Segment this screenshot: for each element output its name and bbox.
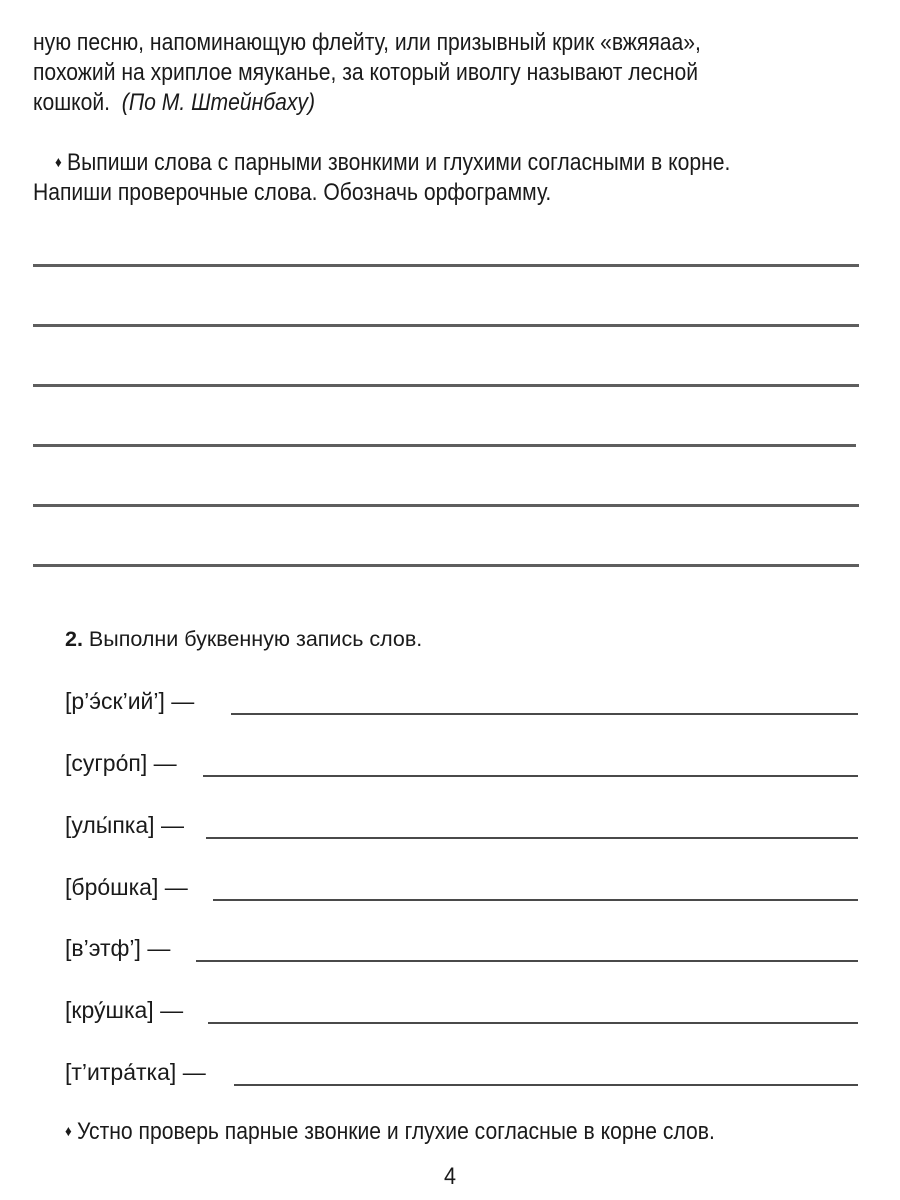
answer-line-4[interactable] — [213, 899, 858, 901]
task2-footer-instruction — [65, 1117, 865, 1147]
transcription: [р’э́ск’ий’] — [65, 688, 165, 714]
footer-text: Устно проверь парные звонкие и глухие согласные в корне слов. — [77, 1118, 715, 1145]
story-line-3 — [33, 88, 763, 118]
transcription-row-5 — [65, 935, 170, 962]
story-last-line: кошкой. — [33, 89, 111, 116]
transcription-row-2 — [65, 750, 177, 777]
transcription-row-3 — [65, 812, 184, 839]
task2-title: Выполни буквенную запись слов. — [88, 627, 423, 651]
writing-line-5[interactable] — [33, 504, 859, 507]
transcription: [сугро́п] — [65, 750, 148, 776]
transcription: [бро́шка] — [65, 874, 159, 900]
story-line-1: ную песню, напоминающую флейту, или призывный крик «вжяяаа», — [33, 29, 701, 56]
dash: — — [160, 812, 184, 838]
task2-number: 2. — [65, 627, 83, 651]
answer-line-1[interactable] — [231, 713, 858, 715]
transcription-row-7 — [65, 1059, 206, 1086]
story-line-2: похожий на хриплое мяуканье, за который иволгу называют лесной — [33, 59, 699, 86]
task2-heading — [65, 627, 422, 652]
transcription: [т’итра́тка] — [65, 1059, 177, 1085]
story-attribution: (По М. Штейнбаху) — [121, 89, 316, 116]
writing-line-3[interactable] — [33, 384, 859, 387]
task1-instruction — [33, 148, 863, 208]
writing-line-4[interactable] — [33, 444, 856, 447]
writing-line-2[interactable] — [33, 324, 859, 327]
answer-line-6[interactable] — [208, 1022, 858, 1024]
diamond-bullet-icon: ♦ — [65, 1123, 72, 1140]
page-number: 4 — [443, 1163, 457, 1190]
transcription-row-6 — [65, 997, 183, 1024]
story-paragraph — [33, 28, 863, 118]
transcription-row-1 — [65, 688, 194, 715]
task1-line-2: Напиши проверочные слова. Обозначь орфограмму. — [33, 179, 552, 206]
task1-line-1 — [33, 148, 763, 178]
transcription: [кру́шка] — [65, 997, 154, 1023]
answer-line-7[interactable] — [234, 1084, 858, 1086]
dash: — — [164, 874, 188, 900]
dash: — — [153, 750, 177, 776]
dash: — — [182, 1059, 206, 1085]
writing-line-6[interactable] — [33, 564, 859, 567]
diamond-bullet-icon: ♦ — [55, 154, 62, 171]
dash: — — [171, 688, 195, 714]
transcription-row-4 — [65, 874, 188, 901]
writing-line-1[interactable] — [33, 264, 859, 267]
dash: — — [160, 997, 184, 1023]
footer-line — [65, 1117, 769, 1147]
answer-line-5[interactable] — [196, 960, 858, 962]
answer-line-2[interactable] — [203, 775, 858, 777]
answer-line-3[interactable] — [206, 837, 858, 839]
task1-text-1: Выпиши слова с парными звонкими и глухими согласными в корне. — [67, 149, 731, 176]
transcription: [в’этф’] — [65, 935, 141, 961]
transcription: [улы́пка] — [65, 812, 155, 838]
dash: — — [147, 935, 171, 961]
